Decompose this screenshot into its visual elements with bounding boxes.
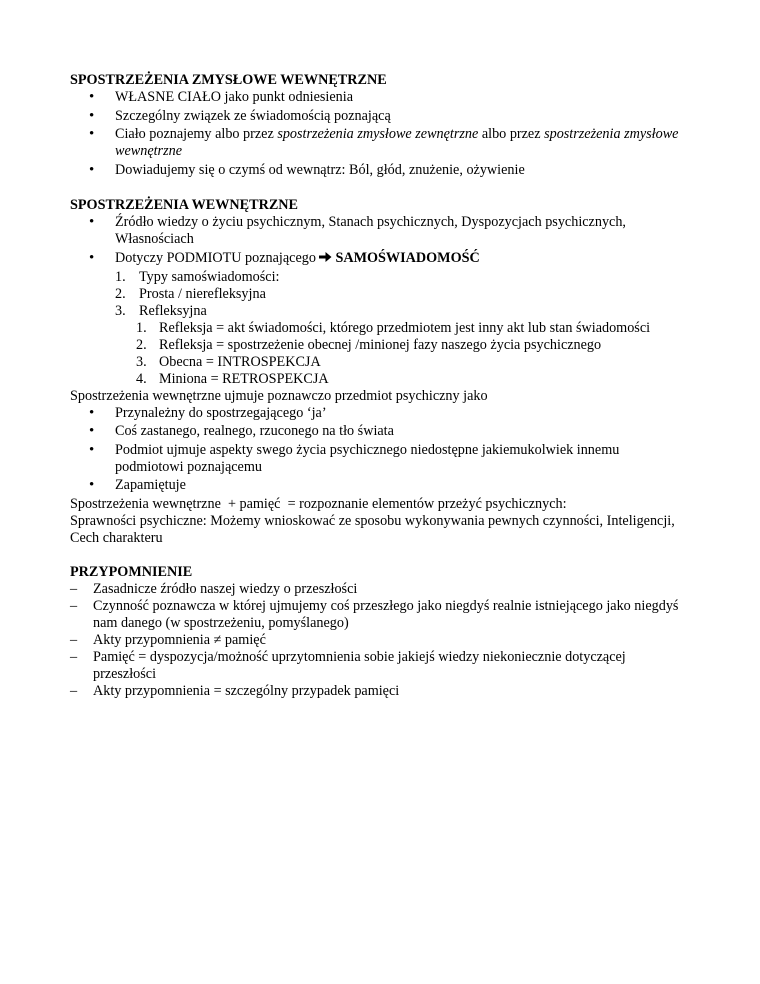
numbered-item — [70, 269, 690, 286]
list-item — [70, 423, 690, 440]
bullet-icon: • — [89, 249, 95, 266]
numbered-item-text: Typy samoświadomości: — [139, 268, 280, 285]
bullet-icon: • — [89, 161, 95, 178]
numbered-item-text: Miniona = RETROSPEKCJA — [159, 370, 329, 387]
numbered-item-text: Prosta / nierefleksyjna — [139, 285, 266, 302]
item-number: 1. — [115, 268, 126, 285]
bullet-icon: • — [89, 477, 95, 494]
item-number: 2. — [115, 285, 126, 302]
list-item-text: WŁASNE CIAŁO jako punkt odniesienia — [115, 89, 353, 105]
dash-icon: – — [70, 682, 78, 699]
numbered-item — [70, 320, 690, 337]
numbered-item — [70, 303, 690, 320]
list-item — [70, 162, 690, 179]
list-item-text: Akty przypomnienia ≠ pamięć — [93, 631, 266, 648]
dash-icon: – — [70, 597, 78, 614]
list-item-text: Coś zastanego, realnego, rzuconego na tło świata — [115, 423, 394, 440]
numbered-list-subtypes — [70, 320, 690, 388]
list-item-italic-text: spostrzeżenia zmysłowe wewnętrzne — [115, 126, 679, 160]
list-item-text: albo przez — [478, 126, 545, 143]
numbered-item-text: Refleksja = akt świadomości, którego przedmiotem jest inny akt lub stan świadomości — [159, 319, 651, 336]
list-item — [70, 214, 690, 248]
numbered-item-text: Refleksyjna — [139, 302, 207, 319]
list-item — [70, 581, 690, 598]
list-item — [70, 632, 690, 649]
paragraph-abilities: Sprawności psychiczne: Możemy wnioskować ze sposobu wykonywania pewnych czynności, Inteligencji, Cech charakteru — [70, 512, 675, 546]
bullet-icon: • — [89, 107, 95, 124]
list-item-text: Pamięć = dyspozycja/możność uprzytomnienia sobie jakiejś wiedzy niekoniecznie dotyczącej przeszłości — [93, 648, 626, 682]
numbered-item — [70, 286, 690, 303]
item-number: 2. — [136, 336, 147, 353]
arrow-right-icon — [319, 251, 332, 263]
bullet-list-zmyslowe — [70, 89, 690, 179]
item-number: 3. — [136, 353, 147, 370]
bullet-icon: • — [89, 423, 95, 440]
numbered-item — [70, 337, 690, 354]
list-item-text: Dowiadujemy się o czymś od wewnątrz: Ból, głód, znużenie, ożywienie — [115, 161, 525, 178]
dash-icon: – — [70, 580, 78, 597]
paragraph-formula: Spostrzeżenia wewnętrzne + pamięć = rozpoznanie elementów przeżyć psychicznych: — [70, 495, 567, 512]
dash-icon: – — [70, 631, 78, 648]
bullet-icon: • — [89, 126, 95, 143]
list-item-text: Zasadnicze źródło naszej wiedzy o przeszłości — [93, 580, 358, 597]
bullet-icon: • — [89, 89, 95, 105]
numbered-item — [70, 354, 690, 371]
bullet-icon: • — [89, 404, 95, 421]
list-item — [70, 405, 690, 422]
item-number: 1. — [136, 319, 147, 336]
list-item-text: Przynależny do spostrzegającego ‘ja’ — [115, 404, 327, 421]
bullet-icon: • — [89, 441, 95, 458]
dash-list-przypomnienie — [70, 581, 690, 700]
list-item-text: Ciało poznajemy albo przez — [115, 126, 278, 143]
list-item — [70, 126, 690, 160]
section-title-spostrzezenia-zmyslowe: SPOSTRZEŻENIA ZMYSŁOWE WEWNĘTRZNE — [70, 72, 387, 88]
list-item-text: Dotyczy PODMIOTU poznającego — [115, 249, 320, 266]
list-item-italic-text: spostrzeżenia zmysłowe zewnętrzne — [277, 126, 479, 143]
numbered-list-types — [70, 269, 690, 320]
list-item — [70, 649, 690, 683]
paragraph-intro: Spostrzeżenia wewnętrzne ujmuje poznawczo przedmiot psychiczny jako — [70, 387, 488, 404]
numbered-item-text: Refleksja = spostrzeżenie obecnej /minionej fazy naszego życia psychicznego — [159, 336, 602, 353]
item-number: 3. — [115, 302, 126, 319]
list-item-text: Podmiot ujmuje aspekty swego życia psychicznego niedostępne jakiemukolwiek innemu podmiotowi poznającemu — [115, 441, 620, 475]
list-item — [70, 250, 690, 267]
list-item-text: Źródło wiedzy o życiu psychicznym, Stanach psychicznych, Dyspozycjach psychicznych, Własnościach — [115, 214, 626, 248]
section-title-przypomnienie: PRZYPOMNIENIE — [70, 563, 193, 580]
list-item — [70, 683, 690, 700]
list-item — [70, 477, 690, 494]
section-title-spostrzezenia-wewnetrzne: SPOSTRZEŻENIA WEWNĘTRZNE — [70, 197, 298, 214]
bullet-list-aspects — [70, 405, 690, 495]
list-item — [70, 442, 690, 476]
bullet-list-wewnetrzne — [70, 214, 690, 267]
list-item-text: Czynność poznawcza w której ujmujemy coś przeszłego jako niegdyś realnie istniejącego jako niegdyś nam danego (w spostrzeżeniu, pomyślanego) — [93, 597, 679, 631]
dash-icon: – — [70, 648, 78, 665]
list-item — [70, 598, 690, 632]
spacer — [70, 180, 690, 197]
list-item-text: Zapamiętuje — [115, 477, 186, 494]
numbered-item — [70, 371, 690, 388]
list-item-text: Szczególny związek ze świadomością poznającą — [115, 107, 391, 124]
spacer — [70, 547, 690, 564]
list-item — [70, 89, 690, 106]
document-page — [70, 72, 690, 700]
list-item-text: Akty przypomnienia = szczególny przypadek pamięci — [93, 682, 400, 699]
list-item — [70, 108, 690, 125]
bullet-icon: • — [89, 214, 95, 231]
list-item-bold-text: SAMOŚWIADOMOŚĆ — [335, 249, 480, 266]
numbered-item-text: Obecna = INTROSPEKCJA — [159, 353, 321, 370]
item-number: 4. — [136, 370, 147, 387]
